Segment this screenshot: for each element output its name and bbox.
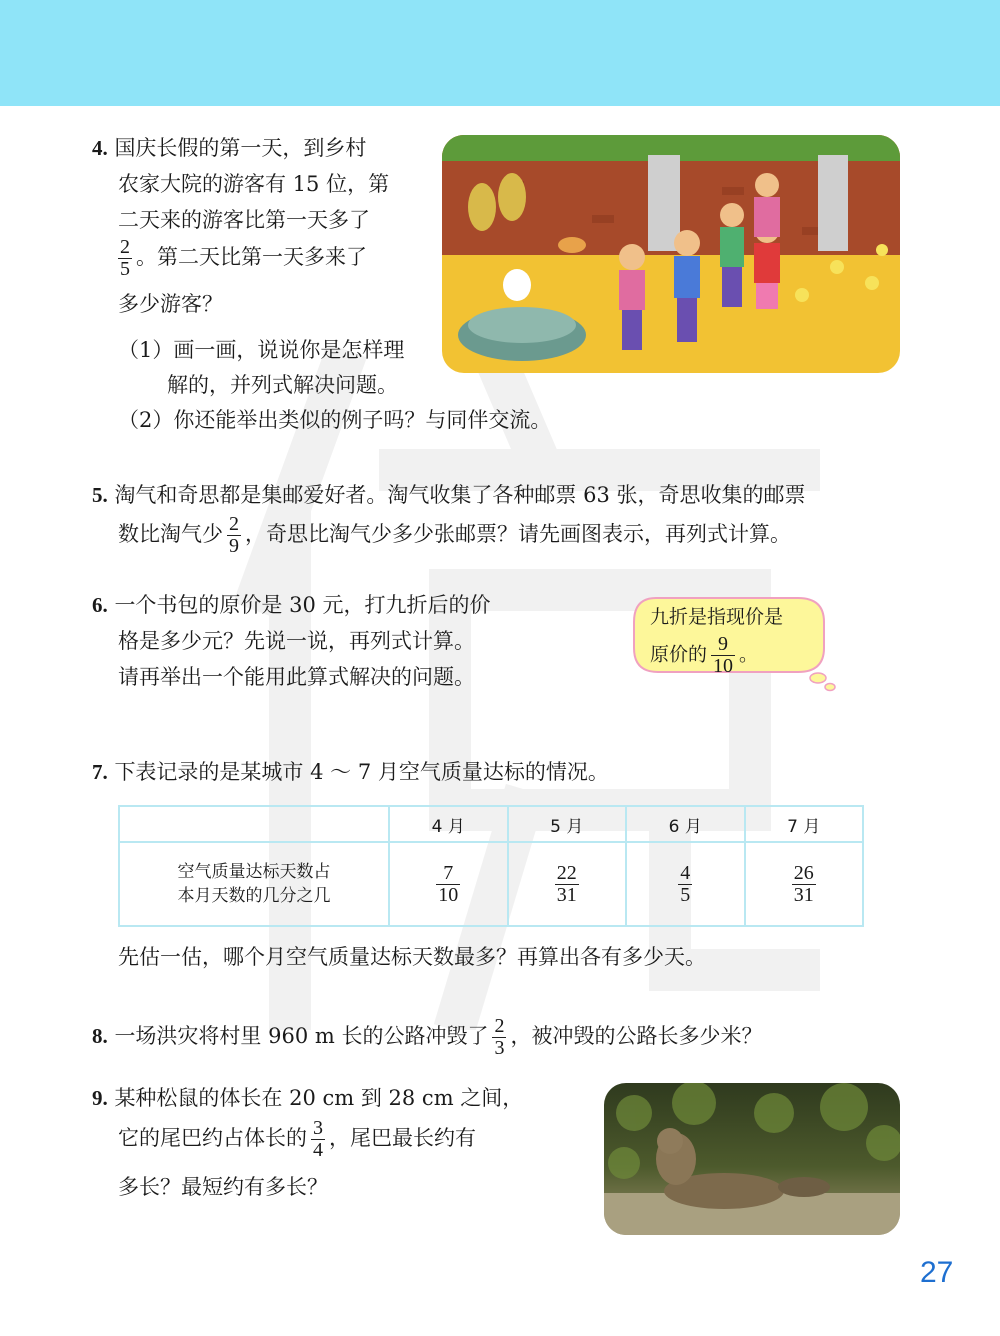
problem-7-number: 7. [92,760,108,784]
problem-8-line: 8. 一场洪灾将村里 960 m 长的公路冲毁了 $\frac{2}{3}$ ，被冲毁的公路长多少米？ [92,1015,763,1059]
problem-7-after: 先估一估，哪个月空气质量达标天数最多？再算出各有多少天。 [118,945,706,969]
problem-5-text-1: 淘气和奇思都是集邮爱好者。淘气收集了各种邮票 63 张，奇思收集的邮票 [114,483,806,507]
fraction: $\frac{26}{31}$ [793,861,814,906]
problem-4-number: 4. [92,136,108,160]
problem-6-line2: 格是多少元？先说一说，再列式计算。 [118,629,475,653]
problem-6-number: 6. [92,593,108,617]
problem-8-number: 8. [92,1024,108,1048]
table-header-month: 7 月 [745,806,864,842]
table-header-month: 4 月 [389,806,508,842]
problem-5-line1 [92,478,806,512]
problem-4-sub1b: 解的，并列式解决问题。 [167,373,398,397]
table-cell [745,842,864,926]
table-cell [389,842,508,926]
fraction: $\frac{4}{5}$ [680,861,691,906]
problem-9-line2: 它的尾巴约占体长的 $\frac{3}{4}$ ，尾巴最长约有 [118,1117,476,1161]
fraction: $\frac{3}{4}$ [313,1117,323,1161]
problem-4-line5: 多少游客？ [118,292,223,316]
problem-4-line2: 农家大院的游客有 15 位，第 [118,172,390,196]
fraction: $\frac{2}{9}$ [229,513,239,557]
air-quality-table [118,805,864,927]
problem-9-number: 9. [92,1086,108,1110]
fraction: $\frac{9}{10}$ [713,633,734,677]
problem-5-number: 5. [92,483,108,507]
table-cell [508,842,627,926]
fraction: $\frac{22}{31}$ [556,861,577,906]
problem-6-text-1: 一个书包的原价是 30 元，打九折后的价 [114,593,491,617]
problem-9-line1 [92,1081,523,1115]
row-label-line1: 空气质量达标天数占 [177,862,331,882]
bubble-line2: 原价的 $\frac{9}{10}$ 。 [650,633,759,677]
problem-9-line3: 多长？最短约有多长？ [118,1175,328,1199]
fraction: $\frac{2}{5}$ [120,236,130,280]
problem-4-sub2: （2）你还能举出类似的例子吗？与同伴交流。 [118,408,552,432]
problem-4-line1 [92,131,366,165]
fraction: $\frac{2}{3}$ [494,1015,505,1059]
table-header-month: 6 月 [626,806,745,842]
problem-6-line3: 请再举出一个能用此算式解决的问题。 [118,665,475,689]
problem-9-text-1: 某种松鼠的体长在 20 cm 到 28 cm 之间， [114,1086,524,1110]
problem-4-sub1a: （1）画一画，说说你是怎样理 [118,338,405,362]
table-row [119,842,863,926]
problem-4-line3: 二天来的游客比第一天多了 [118,208,370,232]
problem-4-line4: $\frac{2}{5}$ 。第二天比第一天多来了 [120,236,367,280]
farmyard-illustration [442,135,900,373]
table-header-month: 5 月 [508,806,627,842]
page-number: 27 [920,1256,954,1289]
problem-5-line2: 数比淘气少 $\frac{2}{9}$ ，奇思比淘气少多少张邮票？请先画图表示，再列式计算。 [118,513,791,557]
header-band [0,0,1000,106]
table-corner-cell [119,806,389,842]
bubble-line1: 九折是指现价是 [650,606,784,628]
problem-6-line1 [92,588,491,622]
squirrel-photo [604,1083,900,1235]
problem-7-text-1: 下表记录的是某城市 4 ～ 7 月空气质量达标的情况。 [114,760,609,784]
table-row-label [119,842,389,926]
table-cell [626,842,745,926]
row-label-line2: 本月天数的几分之几 [177,886,331,906]
problem-4-text-1: 国庆长假的第一天，到乡村 [114,136,367,160]
problem-7-line1 [92,755,609,789]
table-header-row [119,806,863,842]
fraction: $\frac{7}{10}$ [438,861,459,906]
